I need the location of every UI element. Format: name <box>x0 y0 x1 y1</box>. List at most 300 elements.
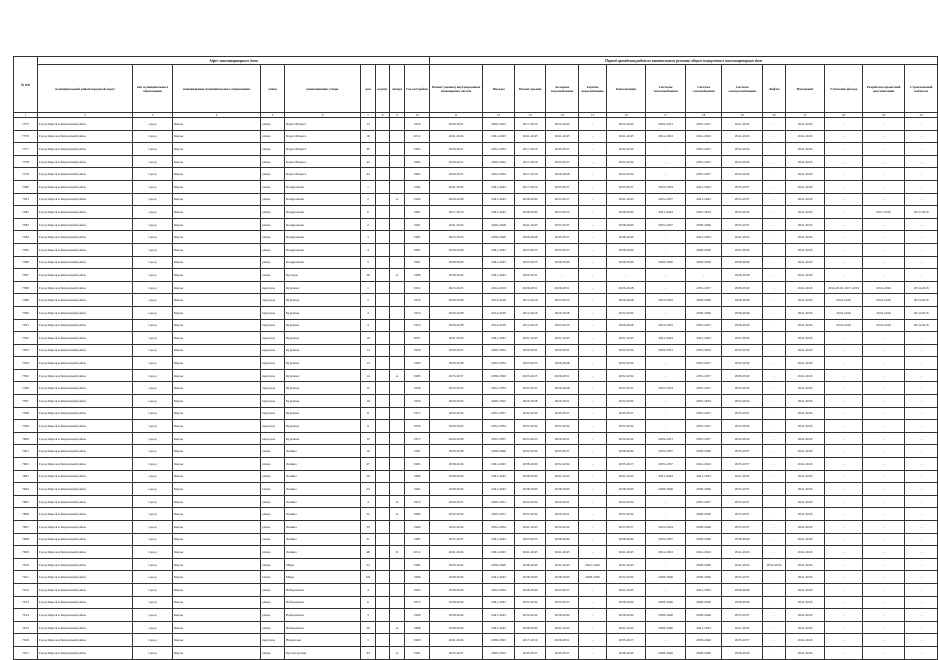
table-cell: 4 <box>361 243 376 256</box>
table-cell <box>390 294 405 307</box>
table-cell: 2041-2043 <box>515 130 546 143</box>
col-header: Утепление фасада <box>825 65 863 113</box>
table-cell: 2014-2016 <box>825 319 863 332</box>
table-cell: 2038-2040 <box>546 609 579 622</box>
table-cell: 2041-2043 <box>786 533 825 546</box>
table-cell: 1963 <box>405 143 430 156</box>
table-cell: Город Киров и Кировский район <box>38 395 133 408</box>
table-cell: 2041-2043 <box>786 458 825 471</box>
table-cell: 2032-2034 <box>686 344 722 357</box>
table-cell: 2035-2037 <box>546 143 579 156</box>
table-cell: - <box>825 118 863 131</box>
table-cell: - <box>825 495 863 508</box>
table-cell: 2035-2037 <box>686 118 722 131</box>
table-cell: - <box>763 634 786 647</box>
table-cell: 2032-2034 <box>607 495 646 508</box>
table-cell: Курганка <box>285 420 361 433</box>
table-cell <box>390 583 405 596</box>
table-cell: 2035-2037 <box>546 646 579 659</box>
table-cell: 2014-2016 <box>483 306 515 319</box>
table-cell: город <box>133 495 173 508</box>
table-cell: Курганка <box>285 369 361 382</box>
table-cell: 2041-2043 <box>722 546 763 559</box>
table-cell: 1973 <box>405 596 430 609</box>
table-cell: - <box>905 168 938 181</box>
table-cell: 2041-2043 <box>786 483 825 496</box>
table-cell: 7601 <box>14 445 38 458</box>
table-cell: 2035-2037 <box>607 180 646 193</box>
table-cell: - <box>579 470 607 483</box>
table-cell: Киров <box>173 571 261 584</box>
table-cell: 2038-2040 <box>515 206 546 219</box>
table-cell: - <box>825 634 863 647</box>
table-cell: 31 <box>361 533 376 546</box>
table-cell: 2038-2040 <box>722 306 763 319</box>
table-cell: 2014-2016 <box>905 306 938 319</box>
table-cell: - <box>863 407 905 420</box>
table-cell: 2041-2043 <box>686 180 722 193</box>
table-cell: город <box>133 281 173 294</box>
table-cell: 2035-2037 <box>546 218 579 231</box>
table-cell: 2035-2037 <box>646 445 686 458</box>
table-cell: 2023-2025 <box>430 231 483 244</box>
table-cell: - <box>579 243 607 256</box>
table-cell: 2026-2028 <box>430 357 483 370</box>
table-cell: Курганка <box>285 332 361 345</box>
table-cell: 2038-2043 <box>483 634 515 647</box>
table-cell: 2032-2034 <box>430 508 483 521</box>
table-cell: - <box>686 269 722 282</box>
table-cell: 2012 <box>405 130 430 143</box>
table-cell: Ленина <box>285 533 361 546</box>
col-header: дом <box>361 65 376 113</box>
table-cell: - <box>646 168 686 181</box>
table-cell: Ленина <box>285 495 361 508</box>
table-cell: 4 <box>361 583 376 596</box>
table-cell: Город Киров и Кировский район <box>38 332 133 345</box>
table-cell: город <box>133 180 173 193</box>
table-cell: Город Киров и Кировский район <box>38 130 133 143</box>
table-cell: 2023-2025 <box>430 281 483 294</box>
table-cell: город <box>133 470 173 483</box>
table-cell: 2023-2025 <box>515 369 546 382</box>
table-cell <box>390 306 405 319</box>
table-cell: 2041-2043 <box>546 621 579 634</box>
table-cell: 2029-2031 <box>546 344 579 357</box>
table-cell: - <box>905 256 938 269</box>
table-cell: 7592 <box>14 332 38 345</box>
table-cell: 2041-2043 <box>686 231 722 244</box>
table-cell: Город Киров и Кировский район <box>38 546 133 559</box>
table-cell: 2041-2043 <box>483 596 515 609</box>
table-cell: 2035-2037 <box>722 609 763 622</box>
table-cell: 2023-2025 <box>515 256 546 269</box>
table-cell: - <box>825 483 863 496</box>
table-cell: Киров <box>173 168 261 181</box>
table-row <box>14 143 938 156</box>
table-cell: 2032-2034 <box>607 306 646 319</box>
table-cell: 2038-2040 <box>646 256 686 269</box>
table-cell: - <box>579 508 607 521</box>
table-cell <box>390 470 405 483</box>
table-cell: - <box>579 646 607 659</box>
table-cell: Ленина <box>285 458 361 471</box>
table-cell: переулок <box>261 281 285 294</box>
table-cell: 2032-2034 <box>607 432 646 445</box>
table-cell: 2038-2040 <box>686 558 722 571</box>
table-cell: - <box>863 634 905 647</box>
col-number: 7 <box>361 113 376 118</box>
table-cell: город <box>133 332 173 345</box>
table-cell <box>390 155 405 168</box>
col-number: 17 <box>646 113 686 118</box>
table-cell: 2041-2043 <box>483 571 515 584</box>
table-cell: 2032-2034 <box>515 445 546 458</box>
table-cell <box>376 155 390 168</box>
table-row <box>14 206 938 219</box>
table-cell: 2035-2037 <box>646 218 686 231</box>
table-cell: 2026-2028 <box>607 319 646 332</box>
table-cell: 2007 <box>405 332 430 345</box>
table-cell: город <box>133 432 173 445</box>
table-cell: - <box>763 420 786 433</box>
table-cell: 2032-2034 <box>515 420 546 433</box>
table-cell: 2035-2037 <box>686 420 722 433</box>
table-cell: А <box>390 369 405 382</box>
table-cell: 2032-2034 <box>607 571 646 584</box>
table-cell: 2038-2040 <box>546 483 579 496</box>
table-cell: - <box>825 332 863 345</box>
table-cell: 2041-2043 <box>786 445 825 458</box>
table-cell <box>376 281 390 294</box>
table-cell: 2038-2040 <box>430 583 483 596</box>
table-cell: город <box>133 168 173 181</box>
table-cell: 2014-2016 <box>515 306 546 319</box>
table-cell: 1960 <box>405 508 430 521</box>
table-cell: 2038-2040 <box>515 458 546 471</box>
table-cell: улица <box>261 143 285 156</box>
table-cell: 1952 <box>405 281 430 294</box>
table-cell: - <box>579 583 607 596</box>
table-cell: 2041-2043 <box>546 470 579 483</box>
table-cell: - <box>825 458 863 471</box>
table-cell: 2038-2040 <box>607 483 646 496</box>
table-cell: улица <box>261 256 285 269</box>
table-cell: Кондратьева <box>285 218 361 231</box>
table-cell: 7611 <box>14 571 38 584</box>
table-cell: - <box>863 130 905 143</box>
table-cell: 2032-2034 <box>646 382 686 395</box>
table-cell: - <box>579 420 607 433</box>
table-cell: - <box>579 306 607 319</box>
col-number: 9 <box>390 113 405 118</box>
table-cell: 2041-2043 <box>686 621 722 634</box>
table-cell: 2032-2034 <box>430 407 483 420</box>
table-cell: 2023-2025 <box>546 319 579 332</box>
table-cell: город <box>133 609 173 622</box>
table-cell: 2041-2043 <box>786 546 825 559</box>
table-cell <box>390 521 405 534</box>
table-cell: Город Киров и Кировский район <box>38 269 133 282</box>
table-cell: Киров <box>173 143 261 156</box>
table-cell: Киров <box>173 508 261 521</box>
table-cell: - <box>646 583 686 596</box>
table-cell: 2035-2037 <box>722 407 763 420</box>
table-cell: - <box>646 357 686 370</box>
table-cell: А <box>390 621 405 634</box>
table-cell: 2038-2040 <box>607 256 646 269</box>
table-cell: 2023-2025 <box>515 243 546 256</box>
table-cell <box>390 634 405 647</box>
table-cell <box>390 458 405 471</box>
table-cell: - <box>763 130 786 143</box>
table-cell: 2014-2016 <box>483 319 515 332</box>
table-cell: Город Киров и Кировский район <box>38 483 133 496</box>
table-cell: 2035-2037 <box>515 382 546 395</box>
table-cell: Город Киров и Кировский район <box>38 319 133 332</box>
col-header: Ремонт (замена) внутридомовых инженерных систем <box>430 65 483 113</box>
table-row <box>14 168 938 181</box>
table-cell: - <box>579 206 607 219</box>
table-cell: - <box>646 231 686 244</box>
table-cell: 27 <box>361 458 376 471</box>
table-cell: - <box>763 432 786 445</box>
table-cell: 2038-2040 <box>430 269 483 282</box>
table-cell: Киров <box>173 646 261 659</box>
table-cell: город <box>133 458 173 471</box>
table-cell: 2038-2040 <box>686 508 722 521</box>
table-cell: Киров <box>173 634 261 647</box>
table-cell: город <box>133 382 173 395</box>
table-cell: - <box>763 168 786 181</box>
table-cell: переулок <box>261 432 285 445</box>
table-cell: Курганка <box>285 344 361 357</box>
table-cell: 2038-2040 <box>430 483 483 496</box>
table-cell: - <box>763 407 786 420</box>
table-cell: город <box>133 420 173 433</box>
table-cell: Город Киров и Кировский район <box>38 155 133 168</box>
table-cell: - <box>905 231 938 244</box>
table-cell <box>376 206 390 219</box>
table-cell: - <box>825 231 863 244</box>
table-cell: 1995 <box>405 583 430 596</box>
table-cell: Город Киров и Кировский район <box>38 168 133 181</box>
table-cell: Киров <box>173 407 261 420</box>
table-cell: - <box>825 646 863 659</box>
table-cell: 2020-2022 <box>430 558 483 571</box>
table-cell: - <box>646 155 686 168</box>
col-number: 10 <box>405 113 430 118</box>
table-cell: город <box>133 243 173 256</box>
table-cell: 2032-2034 <box>483 583 515 596</box>
table-cell: 7598 <box>14 407 38 420</box>
table-cell: 2035-2037 <box>722 180 763 193</box>
table-cell: - <box>579 382 607 395</box>
table-cell: - <box>646 143 686 156</box>
table-cell: 8 <box>361 407 376 420</box>
table-cell: Киров <box>173 155 261 168</box>
table-cell: - <box>863 168 905 181</box>
table-cell: - <box>607 269 646 282</box>
table-cell: 2038-2040 <box>546 256 579 269</box>
table-cell: 2032-2034 <box>483 521 515 534</box>
col-header: Канализация <box>607 65 646 113</box>
table-cell: - <box>579 395 607 408</box>
table-cell: 2038-2040 <box>483 369 515 382</box>
table-cell: Киров <box>173 558 261 571</box>
table-cell: 7579 <box>14 168 38 181</box>
table-cell: 2029-2031 <box>430 118 483 131</box>
table-cell: 2032-2034 <box>515 495 546 508</box>
table-cell: 2035-2037 <box>546 407 579 420</box>
table-cell: 2014-2016 <box>905 319 938 332</box>
table-cell: 4 <box>361 495 376 508</box>
table-cell: - <box>763 306 786 319</box>
table-cell: 4 <box>361 319 376 332</box>
table-cell: Город Киров и Кировский район <box>38 180 133 193</box>
table-cell: - <box>905 571 938 584</box>
table-cell: город <box>133 634 173 647</box>
table-cell: - <box>905 521 938 534</box>
table-cell: 7608 <box>14 533 38 546</box>
table-cell: - <box>579 231 607 244</box>
table-cell: - <box>863 533 905 546</box>
table-cell: Город Киров и Кировский район <box>38 458 133 471</box>
table-cell: Киров <box>173 445 261 458</box>
table-cell <box>390 180 405 193</box>
table-cell: 2029-2031 <box>515 269 546 282</box>
table-cell: 2041-2043 <box>430 130 483 143</box>
table-cell <box>390 281 405 294</box>
table-cell: город <box>133 269 173 282</box>
table-cell: 9 <box>361 420 376 433</box>
table-cell: улица <box>261 155 285 168</box>
table-cell: 2026-2028 <box>430 294 483 307</box>
table-cell: город <box>133 621 173 634</box>
table-cell: - <box>825 521 863 534</box>
table-cell: - <box>579 521 607 534</box>
table-cell: - <box>579 483 607 496</box>
table-cell <box>390 143 405 156</box>
table-cell: улица <box>261 243 285 256</box>
table-cell: улица <box>261 483 285 496</box>
table-row <box>14 458 938 471</box>
table-cell: Курганка <box>285 382 361 395</box>
table-cell: - <box>905 420 938 433</box>
table-cell: - <box>763 445 786 458</box>
table-cell: 2041-2043 <box>483 609 515 622</box>
table-cell: - <box>863 256 905 269</box>
table-cell: 1954 <box>405 118 430 131</box>
table-cell: 44 <box>361 168 376 181</box>
table-cell <box>390 382 405 395</box>
table-cell: 7615 <box>14 621 38 634</box>
table-cell: 14 <box>361 118 376 131</box>
table-cell: город <box>133 130 173 143</box>
table-cell: - <box>579 193 607 206</box>
table-cell: - <box>863 243 905 256</box>
table-cell: 2041-2043 <box>786 193 825 206</box>
table-cell: - <box>579 256 607 269</box>
table-cell: 1 <box>361 281 376 294</box>
table-cell: 2029-2031 <box>546 495 579 508</box>
table-cell: Киров <box>173 357 261 370</box>
table-cell: улица <box>261 609 285 622</box>
col-number: 8 <box>376 113 390 118</box>
table-cell: 2038-2040 <box>686 521 722 534</box>
table-cell: - <box>763 294 786 307</box>
table-cell: 2038-2040 <box>722 533 763 546</box>
table-cell: 1953 <box>405 495 430 508</box>
table-row <box>14 508 938 521</box>
table-cell: 2032-2034 <box>515 596 546 609</box>
table-cell: 1991 <box>405 483 430 496</box>
table-cell: 2038-2040 <box>579 571 607 584</box>
table-cell: переулок <box>261 306 285 319</box>
table-cell: 2026-2028 <box>607 294 646 307</box>
table-cell: улица <box>261 231 285 244</box>
table-cell: 2029-2031 <box>515 344 546 357</box>
table-cell: Киров <box>173 332 261 345</box>
table-cell: 2035-2037 <box>722 193 763 206</box>
table-cell: 1991 <box>405 646 430 659</box>
table-cell: 2029-2031 <box>483 508 515 521</box>
table-cell: Город Киров и Кировский район <box>38 243 133 256</box>
table-cell: - <box>825 155 863 168</box>
table-cell <box>376 521 390 534</box>
table-cell <box>390 319 405 332</box>
table-cell: 7594 <box>14 357 38 370</box>
table-cell: Курганка <box>285 395 361 408</box>
table-cell: 2029-2031 <box>546 432 579 445</box>
table-cell: 7589 <box>14 294 38 307</box>
table-cell: 2035-2037 <box>430 646 483 659</box>
col-header: Ремонт крыши <box>515 65 546 113</box>
table-cell: 2032-2034 <box>430 521 483 534</box>
table-cell: 1991 <box>405 256 430 269</box>
table-cell: 2035-2037 <box>546 155 579 168</box>
table-cell: Город Киров и Кировский район <box>38 294 133 307</box>
table-cell: 2038-2040 <box>607 445 646 458</box>
table-cell: Киров <box>173 231 261 244</box>
table-row <box>14 495 938 508</box>
table-cell: 2035-2037 <box>546 583 579 596</box>
table-cell: улица <box>261 130 285 143</box>
table-cell: 1991 <box>405 218 430 231</box>
table-cell: - <box>825 218 863 231</box>
table-cell: - <box>825 583 863 596</box>
table-cell: 2а <box>361 558 376 571</box>
table-cell: 2023-2025 <box>546 294 579 307</box>
table-cell: Киров <box>173 458 261 471</box>
table-cell: 2041-2043 <box>786 470 825 483</box>
table-cell: 2038-2040 <box>646 621 686 634</box>
table-cell: 2041-2043 <box>686 332 722 345</box>
table-cell: Город Киров и Кировский район <box>38 407 133 420</box>
table-cell: 2029-2031 <box>546 508 579 521</box>
table-row <box>14 634 938 647</box>
table-cell: 7607 <box>14 521 38 534</box>
table-cell: 2 <box>361 218 376 231</box>
table-cell: 1994 <box>405 193 430 206</box>
table-cell: - <box>825 256 863 269</box>
table-cell: 2026-2028 <box>546 382 579 395</box>
table-cell: Киров <box>173 382 261 395</box>
col-header: Системы теплоснабжения <box>646 65 686 113</box>
table-cell: 7599 <box>14 420 38 433</box>
table-cell: - <box>863 596 905 609</box>
table-cell: - <box>825 407 863 420</box>
